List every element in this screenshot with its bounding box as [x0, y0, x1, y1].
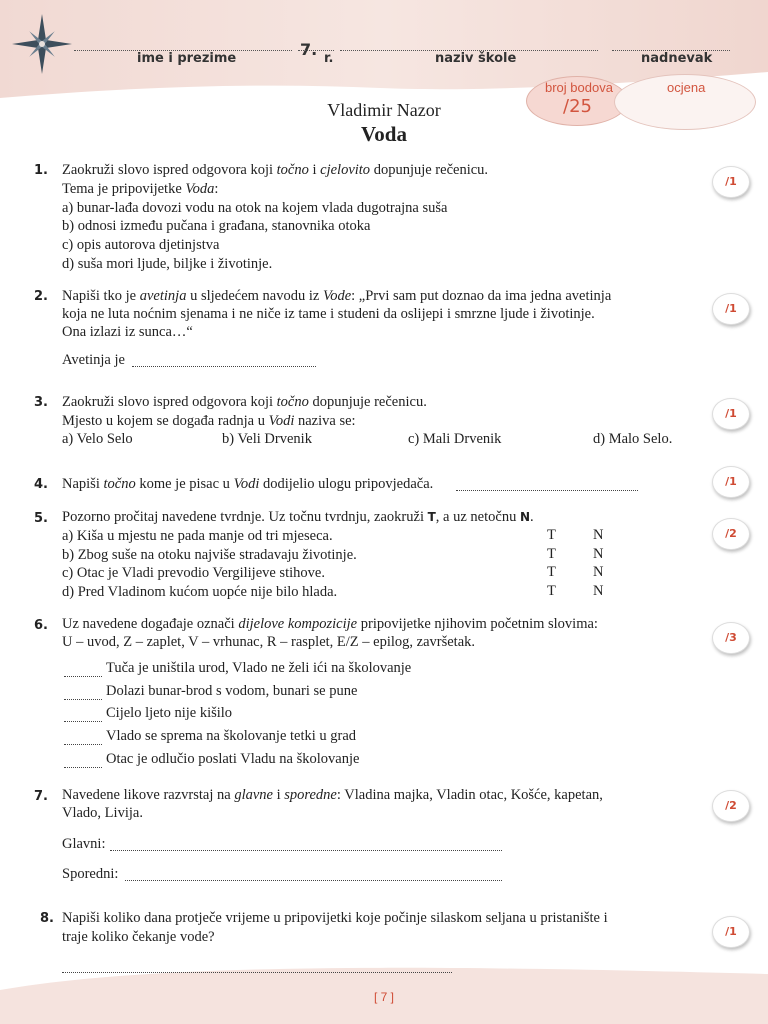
question-3-instruction: Zaokruži slovo ispred odgovora koji točno dopunjuje rečenicu. [62, 394, 427, 410]
question-5-true-b[interactable]: T [547, 546, 556, 562]
question-1-option-b[interactable]: b) odnosi između pučana i građana, stanovnika otoka [62, 218, 371, 234]
page-number: [ 7 ] [373, 990, 394, 1004]
question-2-instruction: Napiši tko je avetinja u sljedećem navodu iz Vode: „Prvi sam put doznao da ima jedna avetinja [62, 288, 612, 304]
author-name: Vladimir Nazor [327, 100, 441, 120]
question-7-characters-line-2: Vlado, Livija. [62, 805, 143, 821]
question-6-event-3: Cijelo ljeto nije kišilo [106, 705, 233, 721]
question-2-number: 2. [34, 289, 48, 304]
question-2-answer-label: Avetinja je [62, 352, 125, 368]
question-5-statement-d: d) Pred Vladinom kućom uopće nije bilo hlada. [62, 584, 338, 600]
grade-number: 7. [300, 40, 318, 59]
question-8-number: 8. [40, 911, 54, 926]
question-2-quote-line-2: koja ne luta noćnim sjenama i ne niče iz tame i studeni da oslijepi i smrzne ljude i životinje. [62, 306, 595, 322]
question-6-blank-4[interactable] [64, 732, 102, 745]
question-5-true-a[interactable]: T [547, 527, 556, 543]
question-1-points: /1 [712, 166, 750, 198]
question-5-statement-c: c) Otac je Vladi prevodio Vergilijeve stihove. [62, 565, 325, 581]
question-1-prompt: Tema je pripovijetke Voda: [62, 181, 219, 197]
question-7-main-answer-line[interactable] [110, 838, 502, 851]
question-6-event-2: Dolazi bunar-brod s vodom, bunari se pune [106, 683, 358, 699]
question-2-answer-line[interactable] [132, 354, 316, 367]
question-3-option-d[interactable]: d) Malo Selo. [593, 431, 673, 447]
question-1-option-c[interactable]: c) opis autorova djetinjstva [62, 237, 220, 253]
question-7-number: 7. [34, 789, 48, 804]
score-total: /25 [563, 96, 592, 117]
question-6-event-1: Tuča je uništila urod, Vlado ne želi ići na školovanje [106, 660, 412, 676]
question-7-instruction: Navedene likove razvrstaj na glavne i sporedne: Vladina majka, Vladin otac, Košće, kapetan, [62, 787, 603, 803]
name-label: ime i prezime [137, 51, 237, 66]
question-5-false-c[interactable]: N [593, 564, 604, 580]
question-4-number: 4. [34, 477, 48, 492]
question-1-number: 1. [34, 163, 48, 178]
question-3-option-a[interactable]: a) Velo Selo [62, 431, 133, 447]
question-8-instruction-line-1: Napiši koliko dana protječe vrijeme u pripovijetki koje počinje silaskom seljana u pristanište i [62, 910, 608, 926]
question-5-true-d[interactable]: T [547, 583, 556, 599]
question-5-statement-a: a) Kiša u mjestu ne pada manje od tri mjeseca. [62, 528, 333, 544]
question-6-event-5: Otac je odlučio poslati Vladu na školovanje [106, 751, 360, 767]
question-3-option-c[interactable]: c) Mali Drvenik [408, 431, 502, 447]
grade-suffix: r. [324, 51, 334, 66]
question-5-false-d[interactable]: N [593, 583, 604, 599]
question-3-option-b[interactable]: b) Veli Drvenik [222, 431, 312, 447]
question-5-instruction: Pozorno pročitaj navedene tvrdnje. Uz točnu tvrdnju, zaokruži T, a uz netočnu N. [62, 509, 534, 525]
question-4-instruction: Napiši točno kome je pisac u Vodi dodijelio ulogu pripovjedača. [62, 476, 434, 492]
date-label: nadnevak [641, 51, 713, 66]
question-4-points: /1 [712, 466, 750, 498]
question-2-points: /1 [712, 293, 750, 325]
question-2-quote-line-3: Ona izlazi iz sunca…“ [62, 324, 193, 340]
story-title: Voda [361, 122, 407, 146]
question-5-points: /2 [712, 518, 750, 550]
question-7-side-label: Sporedni: [62, 866, 119, 882]
question-3-points: /1 [712, 398, 750, 430]
question-7-points: /2 [712, 790, 750, 822]
question-3-number: 3. [34, 395, 48, 410]
question-8-points: /1 [712, 916, 750, 948]
question-6-blank-3[interactable] [64, 709, 102, 722]
question-6-event-4: Vlado se sprema na školovanje tetki u grad [106, 728, 357, 744]
question-5-true-c[interactable]: T [547, 564, 556, 580]
question-6-blank-2[interactable] [64, 687, 102, 700]
question-4-answer-line[interactable] [456, 478, 638, 491]
score-label: broj bodova [545, 80, 613, 95]
question-5-false-a[interactable]: N [593, 527, 604, 543]
question-6-instruction: Uz navedene događaje označi dijelove kompozicije pripovijetke njihovim početnim slovima: [62, 616, 598, 632]
question-6-blank-1[interactable] [64, 664, 102, 677]
question-1-instruction: Zaokruži slovo ispred odgovora koji točno i cjelovito dopunjuje rečenicu. [62, 162, 489, 178]
question-5-statement-b: b) Zbog suše na otoku najviše stradavaju životinje. [62, 547, 357, 563]
question-3-prompt: Mjesto u kojem se događa radnja u Vodi naziva se: [62, 413, 356, 429]
question-7-main-label: Glavni: [62, 836, 106, 852]
question-6-blank-5[interactable] [64, 755, 102, 768]
question-7-side-answer-line[interactable] [125, 868, 502, 881]
question-5-false-b[interactable]: N [593, 546, 604, 562]
question-6-number: 6. [34, 618, 48, 633]
question-6-points: /3 [712, 622, 750, 654]
grade-label: ocjena [667, 80, 706, 95]
question-8-instruction-line-2: traje koliko čekanje vode? [62, 929, 215, 945]
question-5-number: 5. [34, 511, 48, 526]
question-8-answer-line[interactable] [62, 960, 452, 973]
question-6-legend: U – uvod, Z – zaplet, V – vrhunac, R – rasplet, E/Z – epilog, završetak. [62, 634, 476, 650]
question-1-option-a[interactable]: a) bunar-lađa dovozi vodu na otok na kojem vlada dugotrajna suša [62, 200, 448, 216]
compass-star-icon [12, 14, 72, 74]
school-label: naziv škole [435, 51, 517, 66]
question-1-option-d[interactable]: d) suša mori ljude, biljke i životinje. [62, 256, 273, 272]
